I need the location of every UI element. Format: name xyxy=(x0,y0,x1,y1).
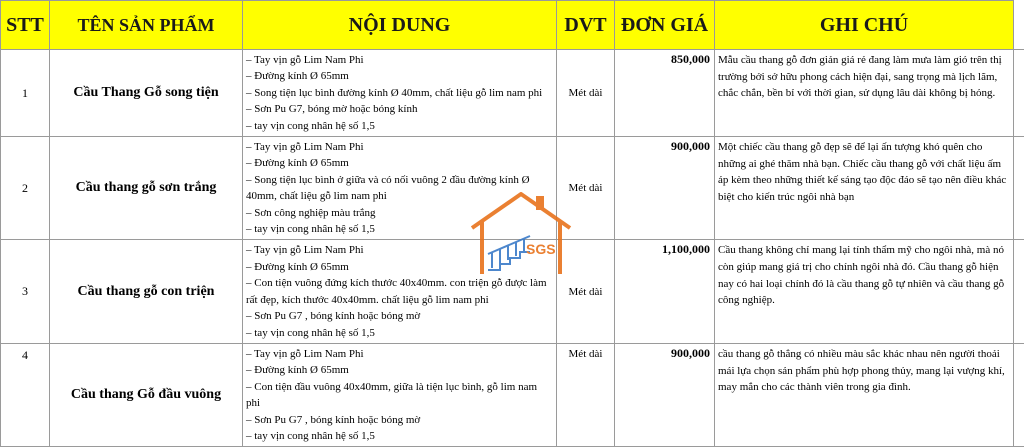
row-content xyxy=(243,50,557,137)
spacer-cell xyxy=(1014,240,1024,343)
row-unit: Mét dài xyxy=(557,240,615,343)
spacer-cell xyxy=(1014,137,1024,240)
row-product-name: Cầu thang Gỗ đầu vuông xyxy=(50,343,243,446)
row-price: 850,000 xyxy=(615,50,715,137)
content-line: – Đường kính Ø 65mm xyxy=(246,157,349,170)
spacer-cell xyxy=(1014,343,1024,446)
header-spacer xyxy=(1014,1,1024,50)
row-price: 1,100,000 xyxy=(615,240,715,343)
content-line: – Tay vịn gỗ Lim Nam Phi xyxy=(246,347,364,360)
row-price: 900,000 xyxy=(615,343,715,446)
content-line: – Sơn Pu G7 , bóng kính hoặc bóng mờ xyxy=(246,310,421,323)
content-line: – Đường kính Ø 65mm xyxy=(246,260,349,273)
row-stt: 2 xyxy=(1,137,50,240)
content-line: – Đường kính Ø 65mm xyxy=(246,70,349,83)
watermark-logo xyxy=(466,184,576,284)
content-line: – Tay vịn gỗ Lim Nam Phi xyxy=(246,244,364,257)
row-product-name: Cầu thang gỗ sơn trắng xyxy=(50,137,243,240)
content-line: – Sơn Pu G7, bóng mờ hoặc bóng kính xyxy=(246,103,418,116)
header-content: NỘI DUNG xyxy=(243,1,557,50)
content-line: – tay vịn cong nhân hệ số 1,5 xyxy=(246,429,375,442)
row-product-name: Cầu thang gỗ con triện xyxy=(50,240,243,343)
header-note: GHI CHÚ xyxy=(715,1,1014,50)
content-line: – Con tiện vuông đứng kích thước 40x40mm. con triện gỗ được làm rất đẹp, kích thước 40x40mm. chất liệu gỗ lim nam phi xyxy=(246,277,547,306)
row-content xyxy=(243,343,557,446)
row-price: 900,000 xyxy=(615,137,715,240)
header-stt: STT xyxy=(1,1,50,50)
content-line: – Sơn công nghiệp màu trắng xyxy=(246,206,376,219)
staircase-icon xyxy=(488,236,530,270)
row-note: cầu thang gỗ thẳng có nhiều màu sắc khác nhau nên người thoải mái lựa chọn sản phẩm phù hợp phong thủy, mang lại vượng khí, may mắn cho các thành viên trong gia đình. xyxy=(715,343,1014,446)
content-line: – Sơn Pu G7 , bóng kính hoặc bóng mờ xyxy=(246,413,421,426)
content-line: – Con tiện đầu vuông 40x40mm, giữa là tiện lục bình, gỗ lim nam phi xyxy=(246,380,538,410)
row-note: Cầu thang không chỉ mang lại tính thẩm mỹ cho ngôi nhà, mà nó còn giúp mang giá trị cho chính ngôi nhà đó. Cầu thang gỗ hiện nay có hai loại chính đó là cầu thang gỗ tự nhiên và cầu thang gỗ công nghiệp. xyxy=(715,240,1014,343)
table-row xyxy=(1,343,1024,446)
content-line: – Tay vịn gỗ Lim Nam Phi xyxy=(246,54,364,66)
content-line: – tay vịn cong nhân hệ số 1,5 xyxy=(246,223,375,236)
row-note: Mẫu cầu thang gỗ đơn giản giá rẻ đang làm mưa làm gió trên thị trường bởi sở hữu phong cách hiện đại, sang trọng mà lịch lãm, chắc chắn, bền bỉ với thời gian, sử dụng lâu dài không bị hỏng. xyxy=(715,50,1014,137)
row-stt: 3 xyxy=(1,240,50,343)
content-line: – Song tiện lục bình ở giữa và có nối vuông 2 đầu đường kính Ø 40mm, chất liệu gỗ lim nam phi xyxy=(246,173,530,203)
header-price: ĐƠN GIÁ xyxy=(615,1,715,50)
row-note: Một chiếc cầu thang gỗ đẹp sẽ để lại ấn tượng khó quên cho những ai ghé thăm nhà bạn. Chiếc cầu thang gỗ với chất liệu ấm áp kèm theo những thiết kế sáng tạo độc đáo sẽ tạo nên điều khác biệt cho kiến trúc ngôi nhà bạn xyxy=(715,137,1014,240)
row-unit: Mét dài xyxy=(557,50,615,137)
content-line: – Đường kính Ø 65mm xyxy=(246,364,349,377)
row-unit: Mét dài xyxy=(557,137,615,240)
row-unit: Mét dài xyxy=(557,343,615,446)
spacer-cell xyxy=(1014,50,1024,137)
content-line: – tay vịn cong nhân hệ số 1,5 xyxy=(246,326,375,339)
header-product-name: TÊN SẢN PHẨM xyxy=(50,1,243,50)
row-stt: 1 xyxy=(1,50,50,137)
content-line: – Song tiện lục bình đường kính Ø 40mm, chất liệu gỗ lim nam phi xyxy=(246,86,543,99)
table-row xyxy=(1,50,1024,137)
row-product-name: Cầu Thang Gỗ song tiện xyxy=(50,50,243,137)
content-line: – tay vịn cong nhân hệ số 1,5 xyxy=(246,119,375,132)
house-roof-icon xyxy=(472,194,570,274)
row-stt: 4 xyxy=(1,343,50,446)
header-unit: DVT xyxy=(557,1,615,50)
watermark-text: SGS xyxy=(526,241,556,257)
header-row xyxy=(1,1,1024,50)
content-line: – Tay vịn gỗ Lim Nam Phi xyxy=(246,141,364,154)
